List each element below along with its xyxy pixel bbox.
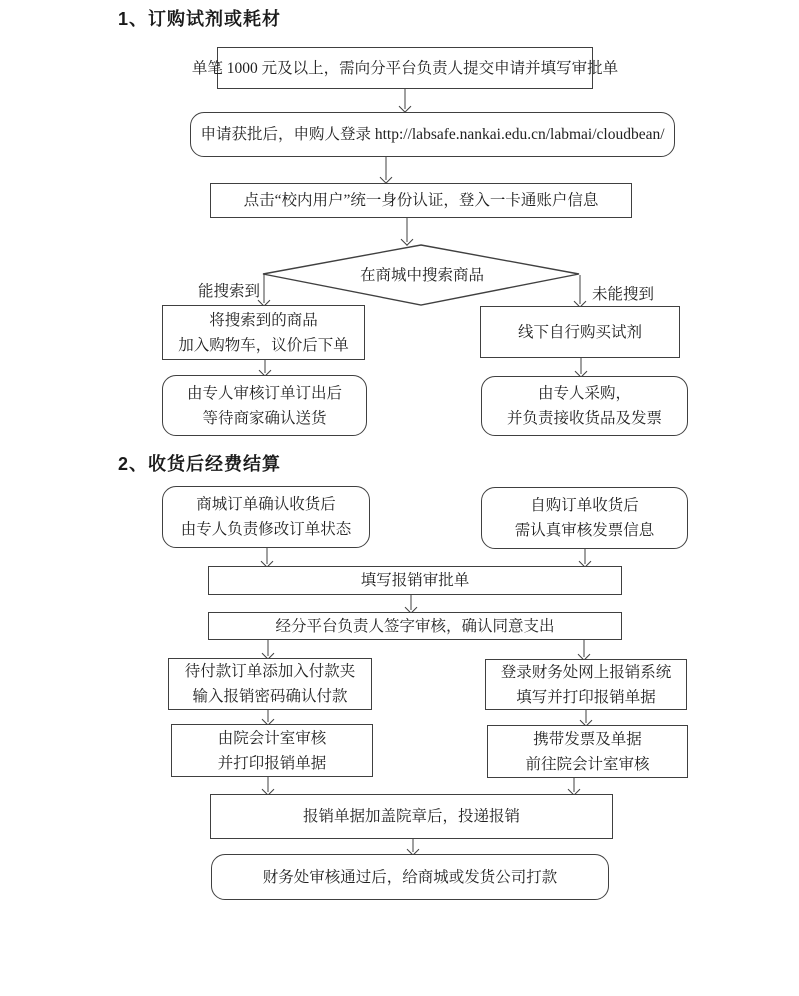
step-box-dedicated-purchase [481,376,688,436]
step-text: 申请获批后，申购人登录 http://labsafe.nankai.edu.cn/labmai/cloudbean/ [200,126,665,143]
step-box-mall-receive [162,486,370,548]
section1-title: 1、订购试剂或耗材 [118,9,282,29]
flow-arrow [379,157,392,182]
step-text-line1: 待付款订单添加入付款夹 [184,663,356,680]
step-text: 点击“校内用户”统一身份认证，登入一卡通账户信息 [243,192,599,209]
step-text-line1: 将搜索到的商品 [209,311,318,329]
flow-arrow [261,640,274,658]
step-box-bring-invoice [487,725,688,778]
step-text: 报销单据加盖院章后，投递报销 [302,808,520,825]
flow-arrow [261,777,274,794]
step-box-login-url [190,112,675,157]
flow-arrow [578,549,591,566]
flow-arrow [567,778,580,794]
step-text-line2: 等待商家确认送货 [202,409,327,427]
step-box-final-transfer [211,854,609,900]
flow-arrow [406,839,419,854]
step-box-confirm-payment [168,658,372,710]
flow-arrow [398,89,411,111]
step-box-offline-purchase [480,306,680,358]
step-text-line1: 携带发票及单据 [533,730,642,748]
step-text-line1: 登录财务处网上报销系统 [500,663,672,681]
step-text-line2: 前往院会计室审核 [525,755,650,773]
step-text: 经分平台负责人签字审核，确认同意支出 [275,617,555,635]
step-text-line2: 填写并打印报销单据 [516,688,656,706]
flow-arrow [260,548,273,566]
decision-label: 在商城中搜索商品 [359,267,484,284]
step-text-line2: 由专人负责修改订单状态 [180,521,352,538]
flow-arrow [573,275,586,306]
step-text-line2: 需认真审核发票信息 [514,522,655,539]
step-text: 财务处审核通过后，给商城或发货公司打款 [262,868,558,886]
step-text: 线下自行购买试剂 [517,323,642,341]
step-box-stamp-submit [210,794,613,839]
step-box-finance-system [485,659,687,710]
flow-arrow [257,274,270,305]
step-box-sign-approve [208,612,622,640]
step-box-add-to-cart [162,305,365,360]
flow-arrow [574,358,587,376]
step-text-line1: 由专人审核订单订出后 [186,384,342,402]
branch-label-found: 能搜索到 [197,283,260,300]
step-text-line1: 由院会计室审核 [217,729,327,747]
step-text-line2: 加入购物车，议价后下单 [178,336,349,354]
step-text-line2: 并负责接收货品及发票 [506,410,662,427]
step-box-amount-limit [191,47,619,89]
section2-title: 2、收货后经费结算 [118,454,282,474]
step-box-campus-auth [210,183,632,218]
step-text-line2: 输入报销密码确认付款 [192,688,348,705]
flow-arrow [579,710,592,725]
step-box-order-review [162,375,367,436]
step-box-accountant-review [171,724,373,777]
step-text: 单笔 1000 元及以上，需向分平台负责人提交申请并填写审批单 [191,59,619,77]
step-text-line1: 由专人采购， [537,385,631,402]
step-text-line1: 自购订单收货后 [530,497,639,514]
step-box-fill-form [208,566,622,595]
step-text: 填写报销审批单 [360,572,470,589]
flow-arrow [404,595,417,612]
branch-label-not-found: 未能搜到 [592,286,655,303]
step-text-line1: 商城订单确认收货后 [196,496,336,513]
step-text-line2: 并打印报销单据 [217,754,327,772]
flow-arrow [258,360,271,375]
flow-arrow [261,710,274,724]
flow-arrow [577,640,590,659]
step-box-self-receive [481,487,688,549]
